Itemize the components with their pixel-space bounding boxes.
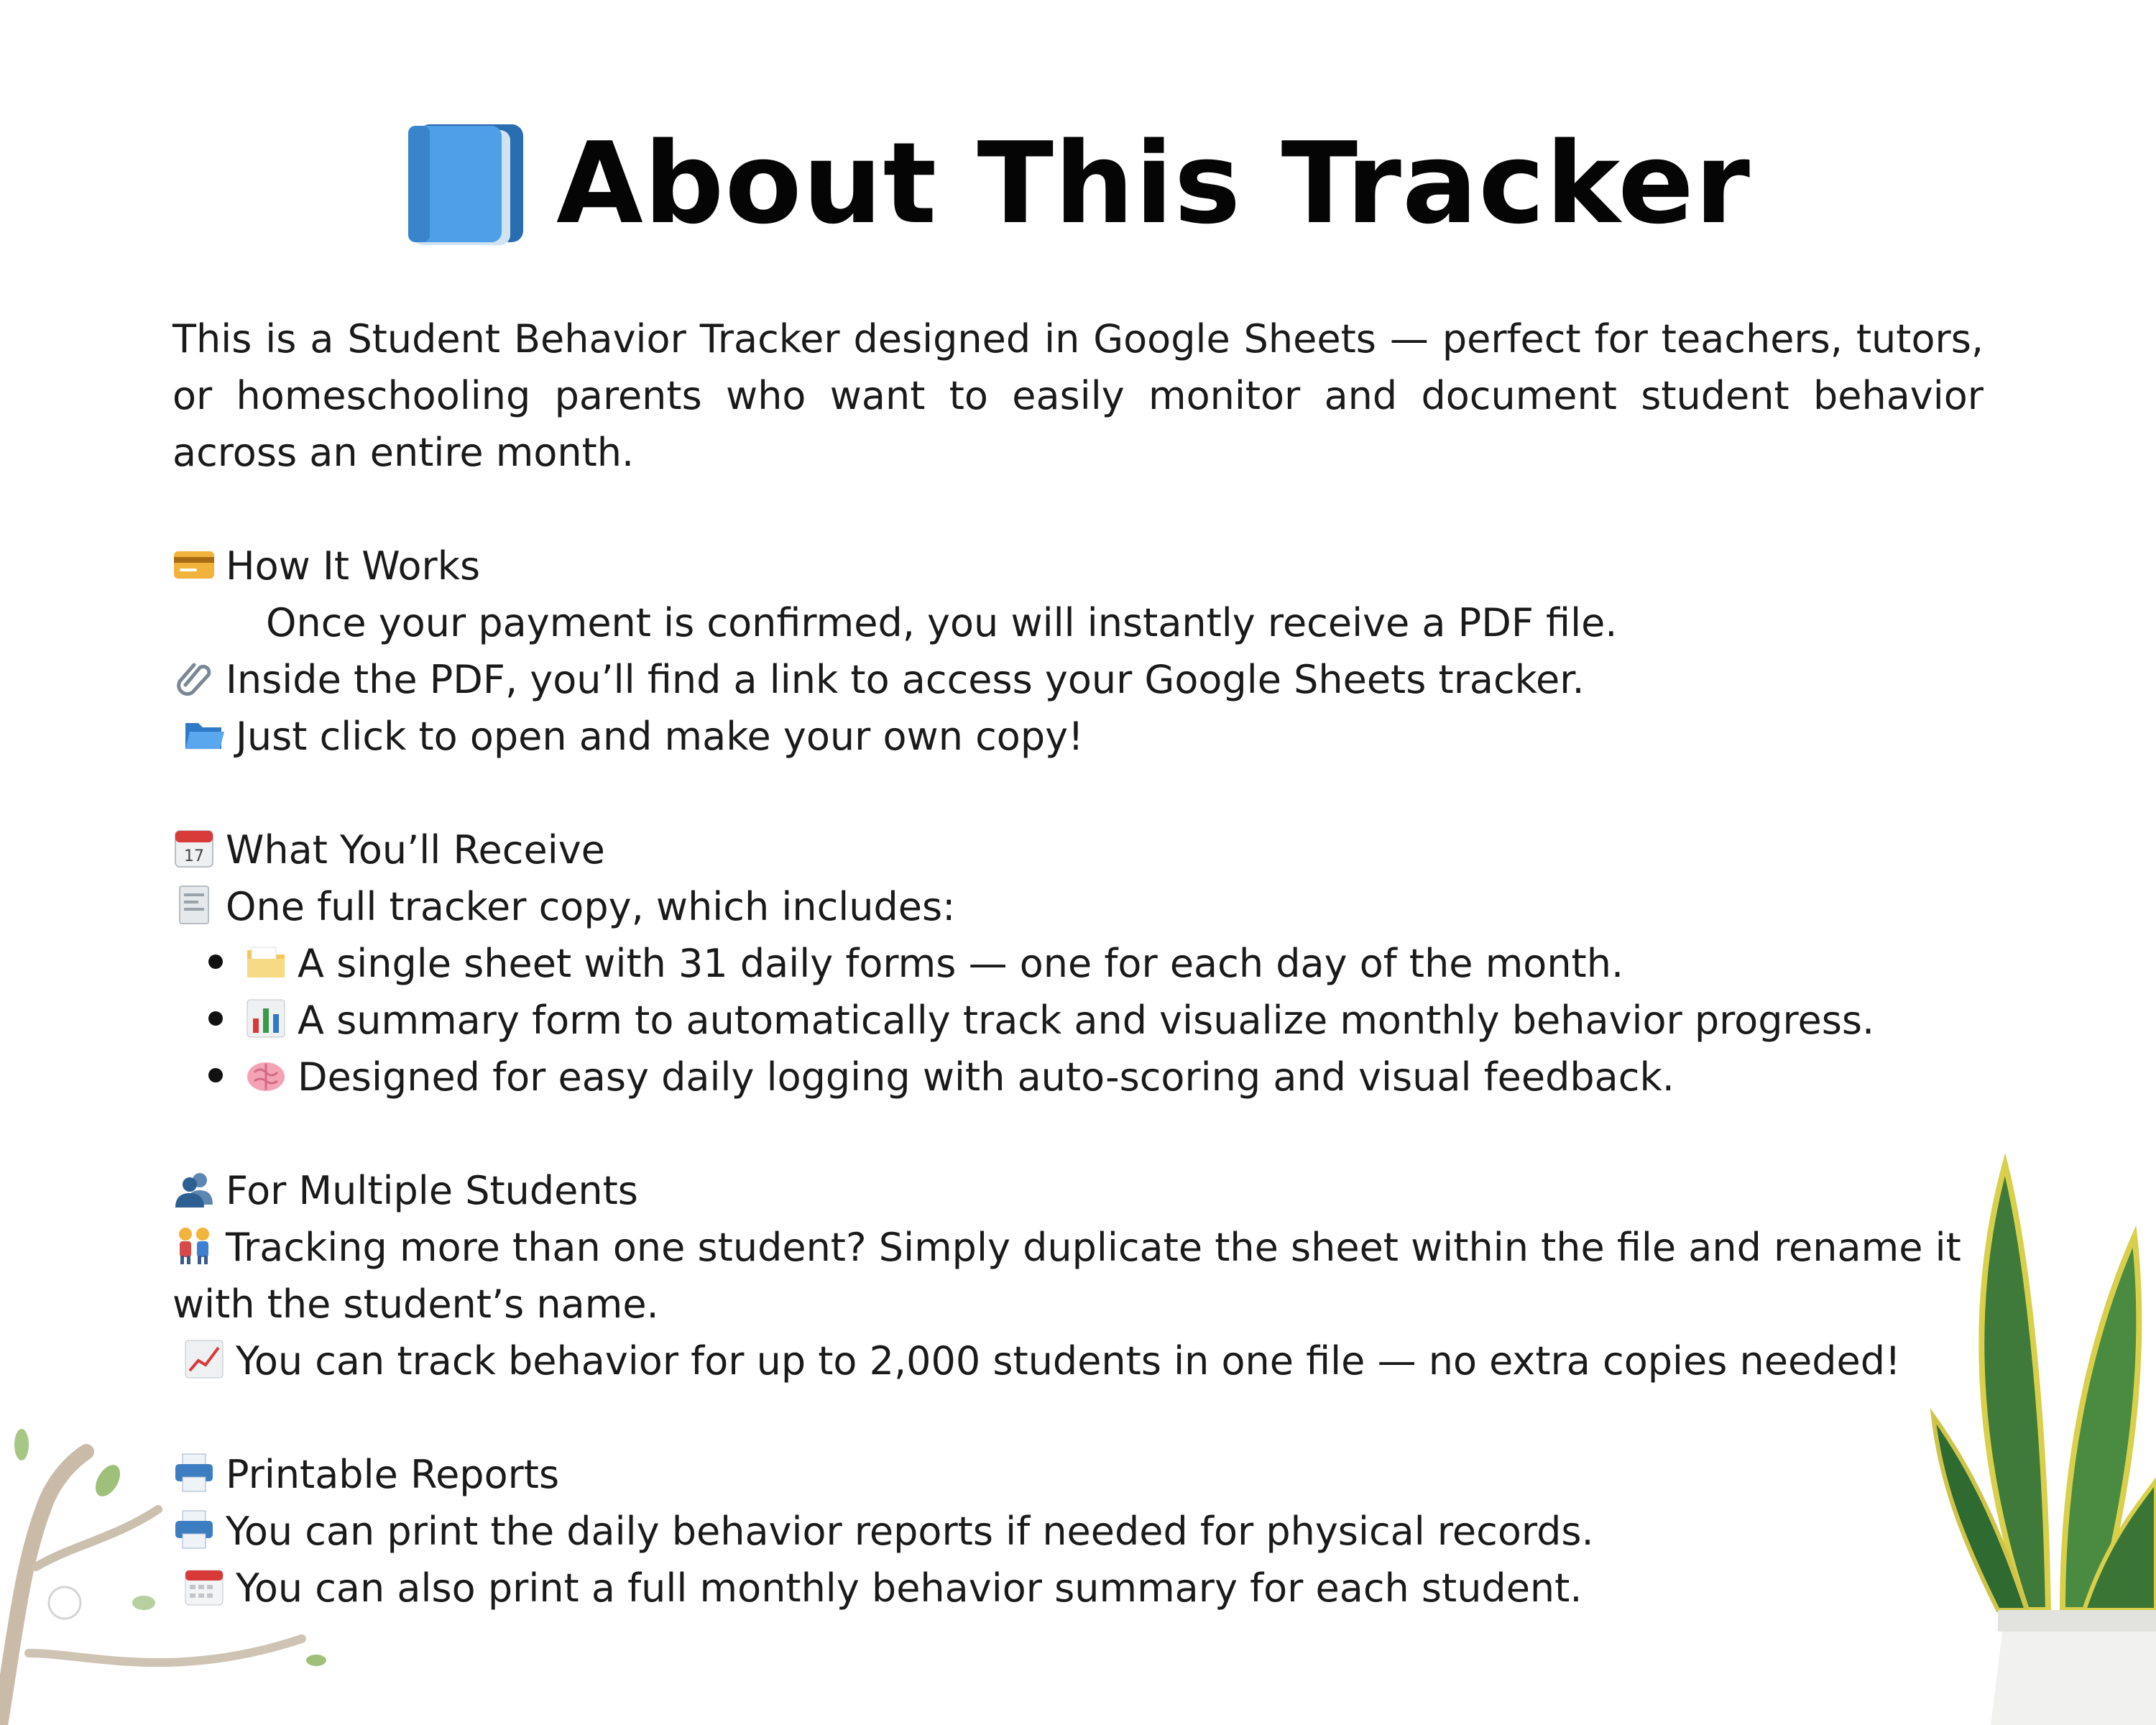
description-body xyxy=(172,310,1984,1616)
blue-book-icon xyxy=(405,120,528,247)
printable-reports-line-1: You can print the daily behavior reports if needed for physical records. xyxy=(172,1503,1984,1560)
calendar-icon xyxy=(172,827,216,870)
svg-text:17: 17 xyxy=(184,847,204,866)
title-text: About This Tracker xyxy=(556,118,1751,249)
chart-increasing-icon xyxy=(183,1338,226,1381)
multiple-students-line-1: Tracking more than one student? Simply duplicate the sheet within the file and rename it with the student’s name. xyxy=(172,1225,1961,1327)
receive-intro-line: One full tracker copy, which includes: xyxy=(172,878,1984,935)
intro-paragraph: This is a Student Behavior Tracker designed in Google Sheets — perfect for teachers, tutors, or homeschooling parents who want to easily monitor and document student behavior across an entire month. xyxy=(172,316,1984,475)
multiple-students-line-2: You can track behavior for up to 2,000 students in one file — no extra copies needed! xyxy=(172,1333,1984,1389)
two-people-icon xyxy=(172,1224,216,1267)
open-folder-icon xyxy=(183,713,226,756)
how-it-works-line-2: Inside the PDF, you’ll find a link to access your Google Sheets tracker. xyxy=(172,651,1984,708)
section-heading-printable-reports: Printable Reports xyxy=(172,1446,1984,1503)
snake-plant-illustration xyxy=(1919,1078,2156,1725)
how-it-works-line-1: Once your payment is confirmed, you will instantly receive a PDF file. xyxy=(266,600,1618,645)
branch-illustration xyxy=(0,1423,345,1725)
brain-icon xyxy=(244,1054,287,1097)
receive-bullet-3: Designed for easy daily logging with auto-scoring and visual feedback. xyxy=(172,1049,1984,1105)
page-title xyxy=(0,101,2156,266)
section-heading-what-you-receive: 17 What You’ll Receive xyxy=(172,822,1984,878)
section-heading-multiple-students: For Multiple Students xyxy=(172,1162,1984,1219)
credit-card-icon xyxy=(172,543,216,586)
receive-bullet-1: A single sheet with 31 daily forms — one for each day of the month. xyxy=(172,935,1984,992)
busts-icon xyxy=(172,1167,216,1210)
receive-bullet-2: A summary form to automatically track and visualize monthly behavior progress. xyxy=(172,992,1984,1049)
printable-reports-line-2: You can also print a full monthly behavior summary for each student. xyxy=(172,1560,1984,1616)
receipt-icon xyxy=(172,883,216,926)
file-folder-icon xyxy=(244,940,287,983)
bar-chart-icon xyxy=(244,997,287,1040)
section-heading-how-it-works: How It Works xyxy=(172,538,1984,594)
how-it-works-line-3: Just click to open and make your own copy! xyxy=(172,708,1984,765)
paperclip-icon xyxy=(172,656,216,699)
